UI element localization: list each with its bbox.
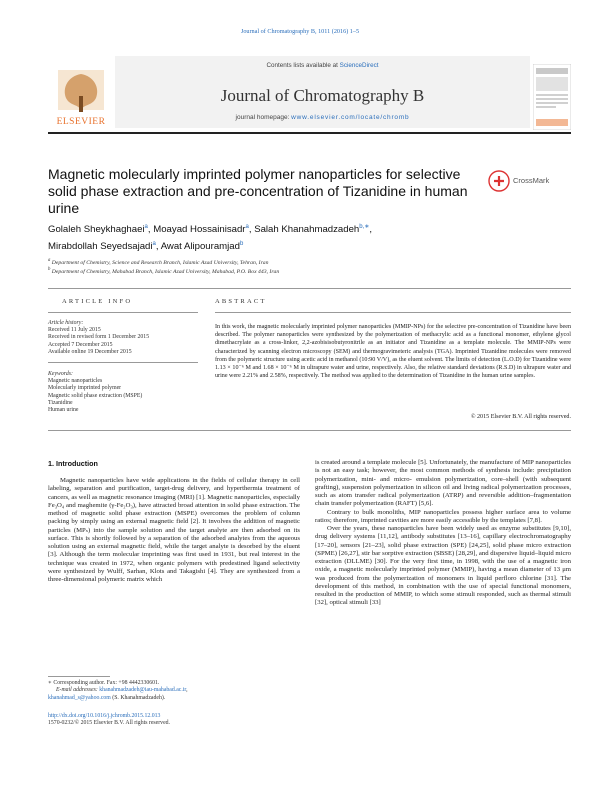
intro-paragraph: Contrary to bulk monoliths, MIP nanoparticles possess higher surface area to volume ratios; therefore, imprinted cavities are more easily accessible by the templates [7,8]. [315, 508, 571, 524]
email-link-2[interactable]: khanahmad_s@yahoo.com [48, 694, 111, 701]
article-title: Magnetic molecularly imprinted polymer nanoparticles for selective solid phase extraction and pre-concentration of Tizanidine in human urine [48, 166, 468, 216]
abstract-bottom-rule [48, 430, 571, 431]
keyword-item: Molecularly imprinted polymer [48, 385, 122, 392]
abstract-text: In this work, the magnetic molecularly imprinted polymer nanoparticles (MMIP-NPs) for the selective pre-concentration of Tizanidine have been described. The polymer nanoparticles were synthesized by the polymerization of methacrylic acid as a functional monomer, ethylene glycol dimethacrylate as a cross-linker, 2,2-azobisisobutyronitrile as an initiator and Tizanidine as a template molecule. The MMIP-NPs were characterized by scanning electron microscopy (SEM) and thermogravimeteric analysis (TGA). Imprinted Tizanidine molecules were removed from the polymeric structure using acetic acid in methanol (10:90 V/V), as the eluent solvent. The limits of detection (L.O.D) for Tizanidine were 1.13 × 10⁻⁶ M and 1.68 × 10⁻⁶ M in ultrapure water and urine, respectively. Also, the relative standard deviations (R.S.D) in ultrapure water and urine were 2.21% and 2.58%, respectively. The method was applied to the determination of Tizanidine in the human urine samples. [215, 324, 571, 380]
keywords-label: Keywords: [48, 371, 73, 377]
history-item: Accepted 7 December 2015 [48, 341, 113, 348]
author-list [48, 220, 548, 254]
issn-line: 1570-0232/© 2015 Elsevier B.V. All rights reserved. [48, 720, 170, 727]
article-info-heading: ARTICLE INFO [62, 298, 133, 305]
abstract-rule [215, 312, 571, 313]
section-rule [48, 288, 571, 289]
author-line-1: Golaleh Sheykhaghaei$^a$, Moayad Hossainisadr$^a$, Salah Khanahmadzadeh$^{b,∗}$, [48, 224, 372, 236]
abstract-heading: ABSTRACT [215, 298, 267, 305]
author-affiliation-mark: a [152, 241, 156, 248]
crossmark-label: CrossMark [513, 176, 550, 185]
elsevier-tree-logo [50, 66, 112, 128]
intro-right-column [315, 459, 571, 608]
article-history [48, 320, 208, 356]
author-name[interactable]: Golaleh Sheykhaghaei [48, 224, 145, 236]
homepage-link[interactable]: www.elsevier.com/locate/chromb [291, 114, 410, 121]
footnotes [48, 680, 300, 702]
author-name[interactable]: Mirabdollah Seyedsajadi [48, 241, 153, 253]
author-line-2: Mirabdollah Seyedsajadi$^a$, Awat Alipouramjad$^b$ [48, 241, 244, 253]
intro-paragraph: Magnetic nanoparticles have wide applications in the fields of cellular therapy in cell labeling, separation and purification, target-drug delivery, and hyperthermia treatment of cancers, as well as magnetic resonance imaging (MRI) [1]. Magnetic nanoparticles, especially Fe₃O₄ and maghemite (γ-Fe₂O₃), have attracted broad attention in solid phase extraction. The method of magnetic solid phase extraction (MSPE) overcomes the problem of column packing by simply using an external magnetic field [2]. It involves the addition of magnetic particles (MPₛ) into the sample solution and the target analyte are then adsorbed on its surface. This is shortly followed by a separation of the adsorbed analytes from the aqueous solution using an external magnetic field, while the target analyte is desorbed by the eluent [3]. Although the term molecular imprinting was first used in 1931, but real interest in the technique was created in 1972, when organic polymers with predestined ligand selectivity were synthesized by Wulff, Sarhan, Klots and Takagishi [4]. They are synthesized from a three-dimensional polymeric matrix which [48, 477, 300, 583]
email-label: E-mail addresses: [56, 687, 100, 694]
history-item: Received 11 July 2015 [48, 327, 101, 334]
sciencedirect-link[interactable]: ScienceDirect [339, 62, 379, 69]
author-name[interactable]: Salah Khanahmadzadeh [254, 224, 360, 236]
author-name[interactable]: Awat Alipouramjad [160, 241, 240, 253]
intro-left-column [48, 477, 300, 584]
keyword-item: Human urine [48, 407, 79, 414]
keywords [48, 371, 208, 414]
doi-block [48, 713, 308, 728]
journal-reference[interactable]: Journal of Chromatography B, 1011 (2016) 1–5 [240, 28, 360, 35]
affiliation-a [48, 258, 548, 266]
article-info-rule [48, 312, 198, 313]
corresponding-author-note: ∗ Corresponding author. Fax: +98 4442330601. [48, 680, 160, 686]
keyword-item: Tizanidine [48, 399, 73, 406]
history-label: Article history: [48, 320, 84, 326]
history-item: Available online 19 December 2015 [48, 348, 132, 355]
affiliation-text: Department of Chemistry, Science and Research Branch, Islamic Azad University, Tehran, Iran [51, 259, 269, 266]
author-affiliation-mark: b,∗ [359, 224, 370, 230]
journal-cover-thumbnail [533, 64, 571, 130]
affiliation-mark: b [48, 267, 51, 272]
intro-paragraph: Over the years, these nanoparticles have been widely used as enzyme substitutes [9,10], drug delivery systems [11,12], antibody substitutes [13–16], capillary electrochromatography [17–20], sensors [21–23], solid phase extraction (SPE) [24,25], solid phase micro extraction (SPME) [26,27], stir bar sorptive extraction (SBSE) [28,29], and dispersive liquid–liquid micro extraction (DLLME) [30]. For the very first time, in 1998, with the use of a magnetic iron oxide, a magnetic molecularly imprinted polymer (MMIP), having a mean diameter of 13 μm was produced from the polymerization of monomers in liquid perfloro chlorine [31]. The development of this method, in combination with the use of special functional monomers, resulted in the production of MMIP, to which some stimuli responded, such as thermal stimuli [32], optical stimuli [33] [315, 525, 571, 607]
header-rule [48, 132, 571, 134]
doi-link[interactable]: http://dx.doi.org/10.1016/j.jchromb.2015.12.013 [48, 713, 161, 719]
email-note-2 [48, 695, 300, 702]
author-name[interactable]: Moayad Hossainisadr [153, 224, 246, 236]
affiliation-b [48, 267, 548, 275]
intro-paragraph: is created around a template molecule [5]. Unfortunately, the manufacture of MIP nanoparticles is not an easy task; however, the most common methods of synthesis include: precipitation polymerization, mini- and micro- emulsion polymerization, core–shell (with subsequent grafting), suspension polymerization in silicon oil and living radical polymerization processes, such as atom transfer radical polymerization (ATRP) and reversible addition–fragmentation chain transfer polymerization (RAFT) [5,6]. [315, 459, 571, 508]
contents-line: Contents lists available at ScienceDirect [266, 62, 379, 69]
author-affiliation-mark: a [245, 224, 249, 230]
crossmark-icon [488, 170, 510, 192]
history-item: Received in revised form 1 December 2015 [48, 334, 150, 341]
abstract-copyright: © 2015 Elsevier B.V. All rights reserved. [470, 414, 571, 420]
affiliation-mark: a [48, 258, 51, 263]
author-affiliation-mark: a [144, 224, 148, 230]
journal-title: Journal of Chromatography B [220, 86, 425, 105]
footnote-rule [48, 676, 110, 677]
email-link-1[interactable]: khanahmadzadeh@iau-mahabad.ac.ir [99, 687, 187, 694]
keyword-item: Magnetic nanoparticles [48, 378, 103, 385]
journal-homepage: journal homepage: www.elsevier.com/locate/chromb [235, 114, 410, 121]
history-rule [48, 362, 198, 363]
keyword-item: Magnetic solid phase extraction (MSPE) [48, 392, 143, 399]
author-affiliation-mark: b [239, 241, 244, 248]
email-note: E-mail addresses: khanahmadzadeh@iau-mahabad.ac.ir, [56, 687, 188, 694]
crossmark-badge[interactable] [488, 170, 560, 192]
intro-heading: 1. Introduction [48, 459, 98, 468]
affiliation-text: Department of Chemistry, Mahabad Branch, Islamic Azad University, Mahabad, P.O. Box 443, Iran [51, 268, 280, 275]
email-suffix: (S. Khanahmadzadeh). [110, 694, 166, 701]
elsevier-wordmark: ELSEVIER [56, 117, 106, 127]
